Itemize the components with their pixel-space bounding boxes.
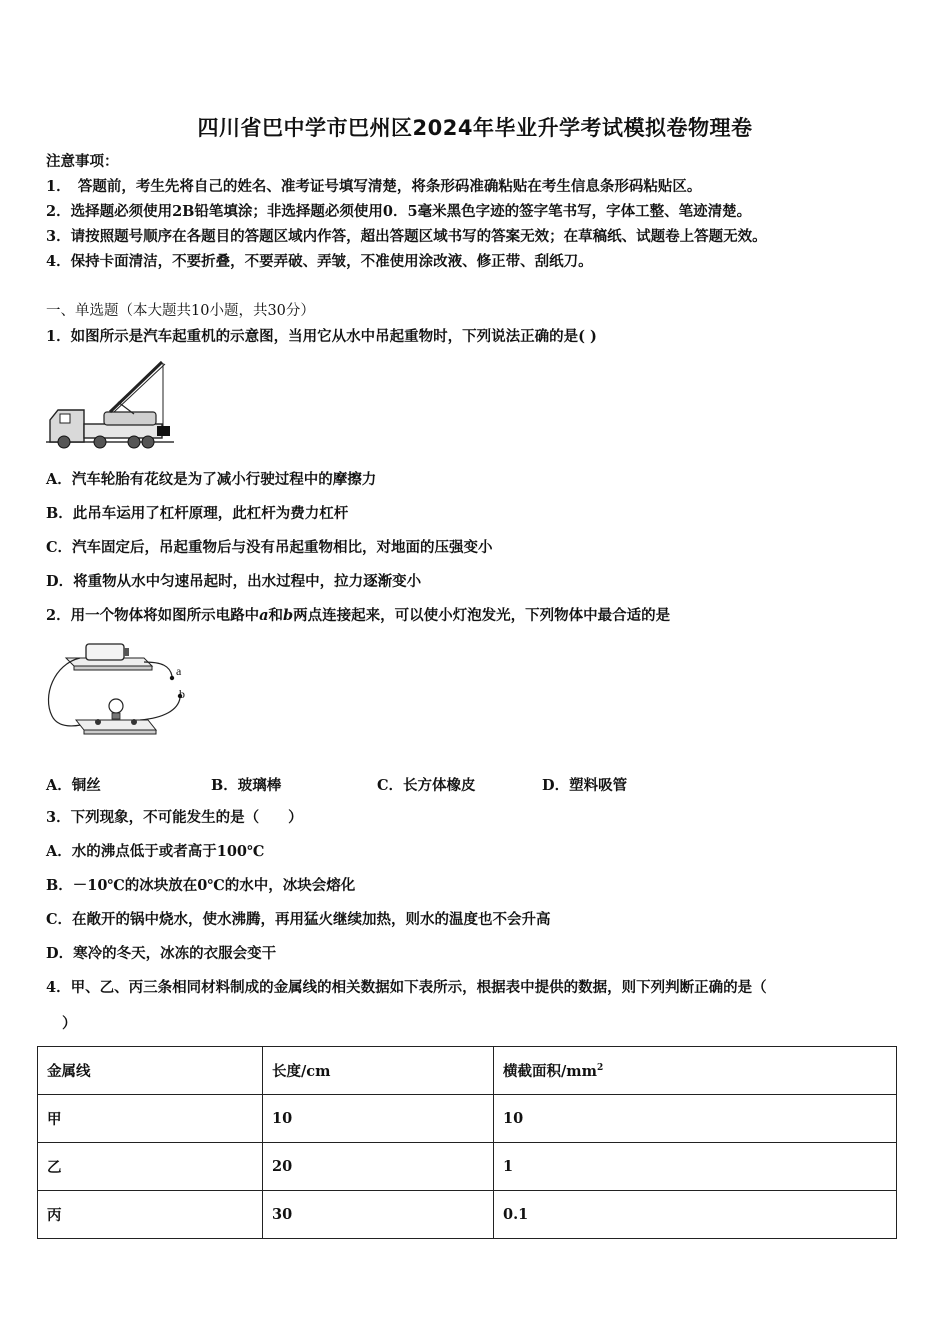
question-2-option-a: A．铜丝 [46, 777, 101, 794]
table-cell: 甲 [38, 1095, 263, 1143]
terminal-b-label: b [179, 687, 185, 701]
question-3-option-b: B．－10℃的冰块放在0℃的水中，冰块会熔化 [46, 877, 356, 894]
circuit-figure [44, 636, 194, 744]
question-3-stem: 3．下列现象，不可能发生的是（ ） [46, 809, 303, 826]
area-header-exponent: 2 [596, 1063, 604, 1074]
question-3-option-c: C．在敞开的锅中烧水，使水沸腾，再用猛火继续加热，则水的温度也不会升高 [46, 911, 551, 928]
table-cell: 乙 [38, 1143, 263, 1191]
question-2-var-b: b [283, 607, 294, 624]
question-2-var-a: a [259, 607, 269, 624]
table-header-cell: 金属线 [38, 1047, 263, 1095]
section-heading: 一、单选题（本大题共10小题，共30分） [46, 303, 315, 319]
notice-heading: 注意事项： [46, 153, 119, 170]
notice-item-3: 3．请按照题号顺序在各题目的答题区域内作答，超出答题区域书写的答案无效；在草稿纸、试题卷上答题无效。 [46, 228, 767, 245]
question-2-option-c: C．长方体橡皮 [377, 777, 476, 794]
table-cell: 丙 [38, 1191, 263, 1239]
question-3-option-a: A．水的沸点低于或者高于100℃ [46, 843, 265, 860]
table-header-cell: 长度/cm [263, 1047, 494, 1095]
table-row [38, 1191, 897, 1239]
question-4-stem: 4．甲、乙、丙三条相同材料制成的金属线的相关数据如下表所示，根据表中提供的数据，则下列判断正确的是（ [46, 979, 767, 996]
notice-item-4: 4．保持卡面清洁，不要折叠，不要弄破、弄皱，不准使用涂改液、修正带、刮纸刀。 [46, 253, 593, 270]
question-1-stem: 1．如图所示是汽车起重机的示意图，当用它从水中吊起重物时，下列说法正确的是( ) [46, 328, 597, 345]
question-2-option-d: D．塑料吸管 [542, 777, 628, 794]
table-cell: 1 [494, 1143, 897, 1191]
question-2-stem-mid: 和 [268, 607, 283, 624]
question-1-option-c: C．汽车固定后，吊起重物后与没有吊起重物相比，对地面的压强变小 [46, 539, 493, 556]
table-cell: 10 [494, 1095, 897, 1143]
question-2-stem-post: 两点连接起来，可以使小灯泡发光，下列物体中最合适的是 [293, 607, 671, 624]
question-4-stem-cont: ） [62, 1015, 77, 1032]
terminal-a-label: a [176, 664, 182, 678]
page-title: 四川省巴中学市巴州区2024年毕业升学考试模拟卷物理卷 [197, 116, 753, 140]
question-1-option-b: B．此吊车运用了杠杆原理，此杠杆为费力杠杆 [46, 505, 349, 522]
table-row [38, 1143, 897, 1191]
table-header-cell [494, 1047, 897, 1095]
question-3-option-d: D．寒冷的冬天，冰冻的衣服会变干 [46, 945, 277, 962]
notice-item-2: 2．选择题必须使用2B铅笔填涂；非选择题必须使用0．5毫米黑色字迹的签字笔书写，字体工整、笔迹清楚。 [46, 203, 752, 220]
table-cell: 20 [263, 1143, 494, 1191]
table-cell: 10 [263, 1095, 494, 1143]
question-2-stem-pre: 2．用一个物体将如图所示电路中 [46, 607, 260, 624]
table-cell: 30 [263, 1191, 494, 1239]
notice-item-1: 1． 答题前，考生先将自己的姓名、准考证号填写清楚，将条形码准确粘贴在考生信息条形码粘贴区。 [46, 178, 702, 195]
area-header-text: 横截面积/mm [503, 1063, 597, 1080]
table-header-row [38, 1047, 897, 1095]
question-1-option-d: D．将重物从水中匀速吊起时，出水过程中，拉力逐渐变小 [46, 573, 422, 590]
table-row [38, 1095, 897, 1143]
question-2-option-b: B．玻璃棒 [211, 777, 282, 794]
question-1-option-a: A．汽车轮胎有花纹是为了减小行驶过程中的摩擦力 [46, 471, 377, 488]
crane-truck-figure [44, 354, 184, 454]
metal-wire-table [37, 1046, 897, 1239]
table-cell: 0.1 [494, 1191, 897, 1239]
question-2-stem [46, 606, 670, 626]
